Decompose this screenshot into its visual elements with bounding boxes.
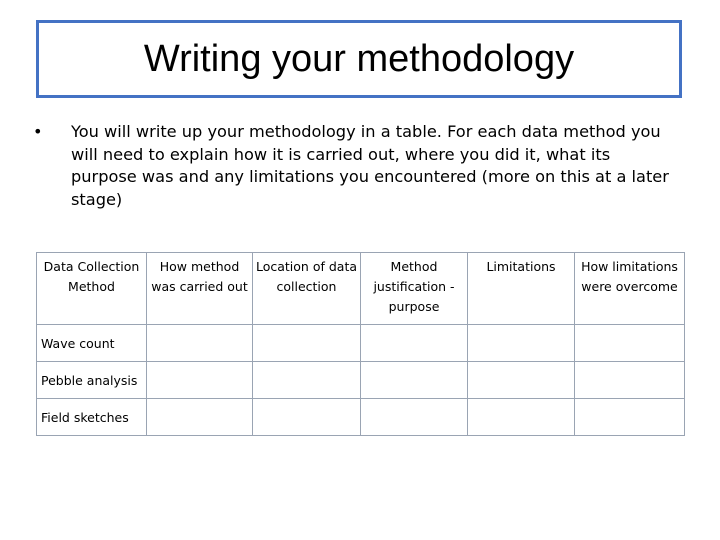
table-cell[interactable]: [147, 325, 253, 362]
table-cell[interactable]: [361, 325, 468, 362]
table-cell[interactable]: [147, 399, 253, 436]
header-data-collection-method: Data Collection Method: [37, 253, 147, 325]
table-cell[interactable]: [468, 399, 575, 436]
table-cell[interactable]: [361, 362, 468, 399]
table-cell[interactable]: [253, 325, 361, 362]
header-justification: Method justification - purpose: [361, 253, 468, 325]
table-header-row: [37, 253, 685, 325]
table-row: [37, 362, 685, 399]
table-cell[interactable]: [575, 325, 685, 362]
row-label-pebble-analysis: Pebble analysis: [37, 362, 147, 399]
table-cell[interactable]: [147, 362, 253, 399]
table-row: [37, 399, 685, 436]
table-cell[interactable]: [361, 399, 468, 436]
methodology-table: [36, 252, 685, 436]
header-location: Location of data collection: [253, 253, 361, 325]
table-cell[interactable]: [253, 362, 361, 399]
bullet-point: [30, 121, 680, 211]
title-box: [36, 20, 682, 98]
row-label-wave-count: Wave count: [37, 325, 147, 362]
row-label-field-sketches: Field sketches: [37, 399, 147, 436]
table-cell[interactable]: [253, 399, 361, 436]
table-cell[interactable]: [575, 399, 685, 436]
header-limitations: Limitations: [468, 253, 575, 325]
header-limitations-overcome: How limitations were overcome: [575, 253, 685, 325]
table-cell[interactable]: [468, 325, 575, 362]
header-how-carried-out: How method was carried out: [147, 253, 253, 325]
bullet-marker: •: [33, 122, 43, 141]
table-row: [37, 325, 685, 362]
slide-title: Writing your methodology: [143, 38, 575, 80]
table-cell[interactable]: [575, 362, 685, 399]
bullet-text: You will write up your methodology in a table. For each data method you will need to explain how it is carried out, where you did it, what its purpose was and any limitations you encountered (more on this at a later stage): [71, 122, 669, 209]
table-cell[interactable]: [468, 362, 575, 399]
